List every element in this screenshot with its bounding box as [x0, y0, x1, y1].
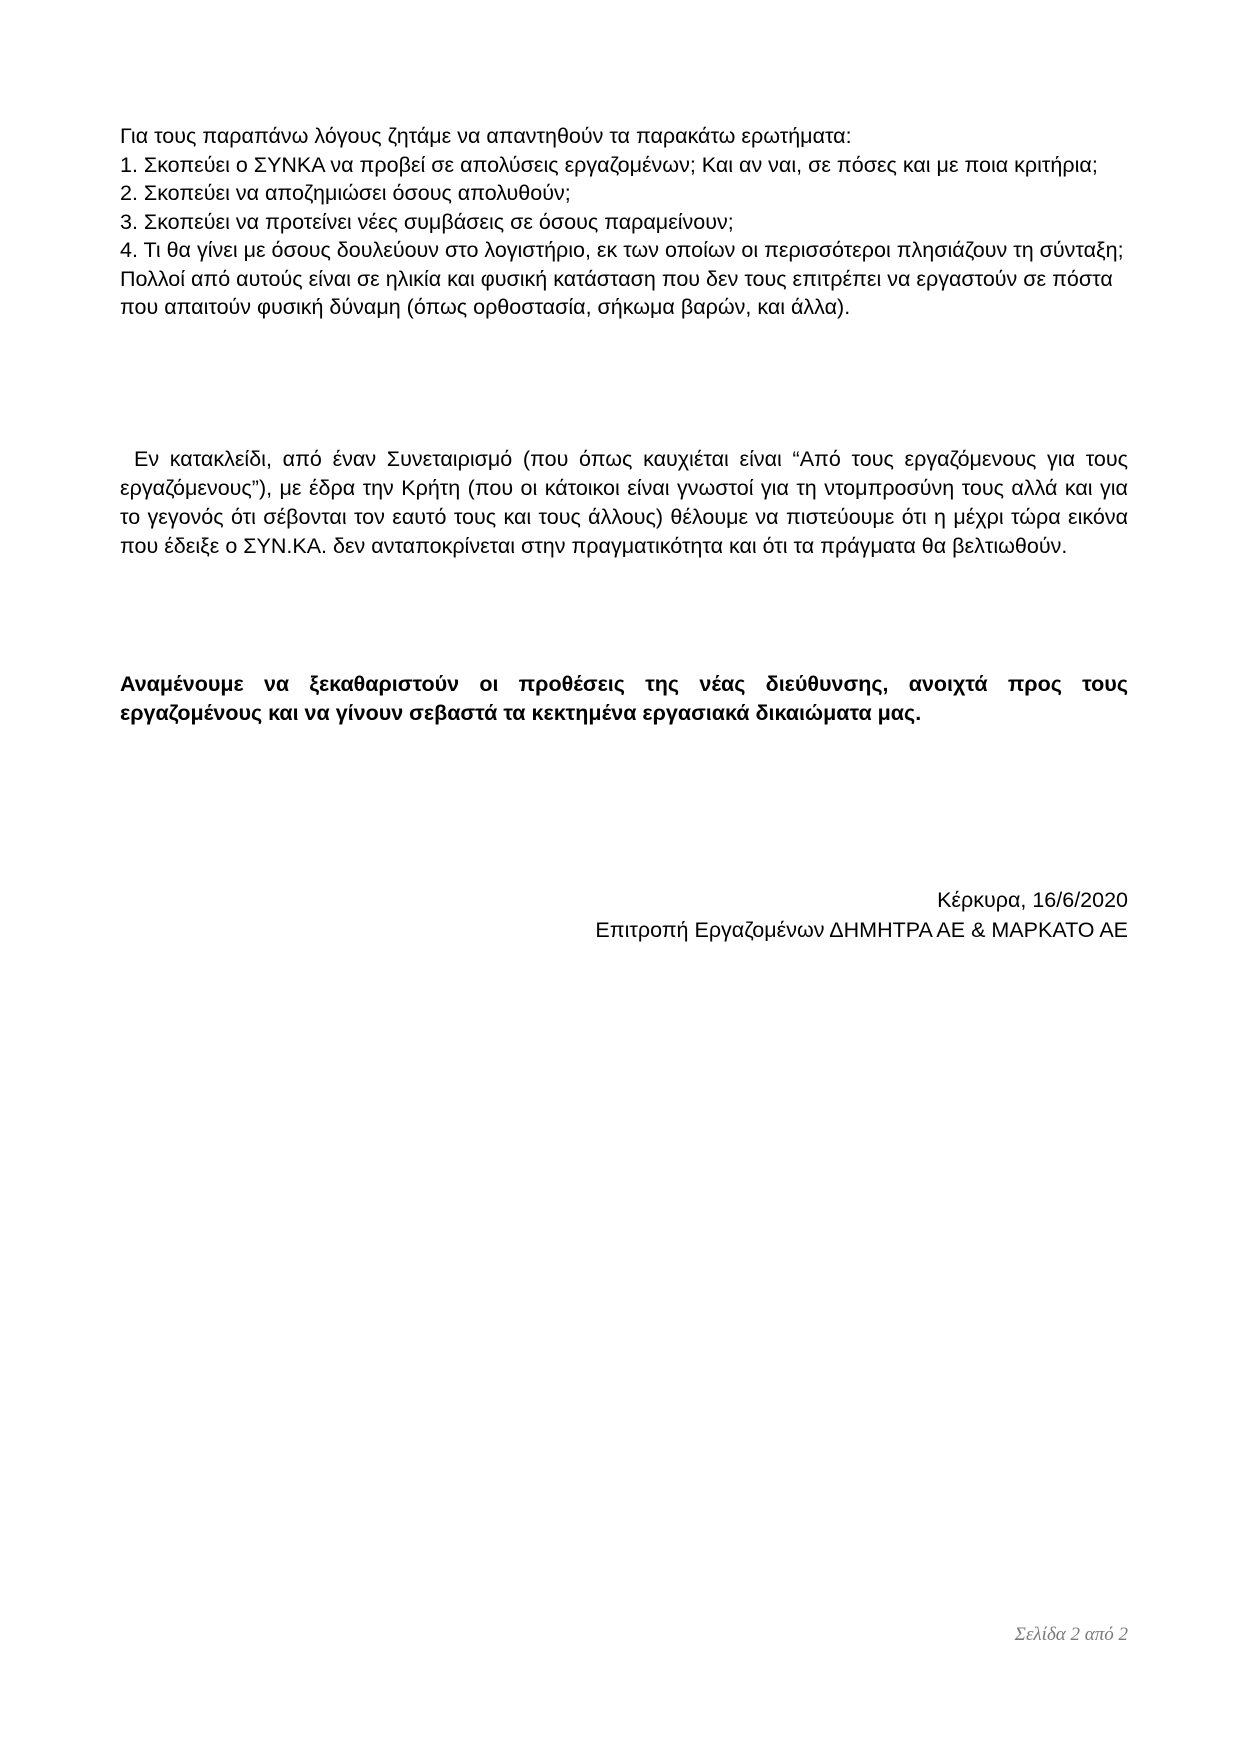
committee-name: Επιτροπή Εργαζομένων ΔΗΜΗΤΡΑ ΑΕ & ΜΑΡΚΑΤΟ ΑΕ: [595, 918, 1128, 942]
page-number: Σελίδα 2 από 2: [1014, 1624, 1128, 1645]
question-item: 4. Τι θα γίνει με όσους δουλεύουν στο λογιστήριο, εκ των οποίων οι περισσότεροι πλησιάζουν τη σύνταξη; Πολλοί από αυτούς είναι σε ηλικία και φυσική κατάσταση που δεν τους επιτρέπει να εργαστούν σε πόστα που απαιτούν φυσική δύναμη (όπως ορθοστασία, σήκωμα βαρών, και άλλα).: [120, 238, 1124, 319]
question-item: 2. Σκοπεύει να αποζημιώσει όσους απολυθούν;: [120, 181, 571, 205]
place-date: Κέρκυρα, 16/6/2020: [937, 888, 1128, 912]
questions-section: [120, 122, 1128, 322]
signature-block: [595, 885, 1128, 945]
questions-intro: Για τους παραπάνω λόγους ζητάμε να απαντηθούν τα παρακάτω ερωτήματα:: [120, 124, 852, 148]
conclusion-paragraph: Εν κατακλείδι, από έναν Συνεταιρισμό (που όπως καυχιέται είναι “Από τους εργαζόμενους για τους εργαζόμενους”), με έδρα την Κρήτη (που οι κάτοικοι είναι γνωστοί για τη ντομπροσύνη τους αλλά και για το γεγονός ότι σέβονται τον εαυτό τους και τους άλλους) θέλουμε να πιστεύουμε ότι η μέχρι τώρα εικόνα που έδειξε ο ΣΥΝ.ΚΑ. δεν ανταποκρίνεται στην πραγματικότητα και ότι τα πράγματα θα βελτιωθούν.: [120, 447, 1128, 558]
closing-statement: Αναμένουμε να ξεκαθαριστούν οι προθέσεις της νέας διεύθυνσης, ανοιχτά προς τους εργαζομένους και να γίνουν σεβαστά τα κεκτημένα εργασιακά δικαιώματα μας.: [120, 672, 1128, 725]
question-item: 1. Σκοπεύει ο ΣΥΝΚΑ να προβεί σε απολύσεις εργαζομένων; Και αν ναι, σε πόσες και με ποια κριτήρια;: [120, 152, 1098, 177]
question-item: 3. Σκοπεύει να προτείνει νέες συμβάσεις σε όσους παραμείνουν;: [120, 209, 734, 234]
